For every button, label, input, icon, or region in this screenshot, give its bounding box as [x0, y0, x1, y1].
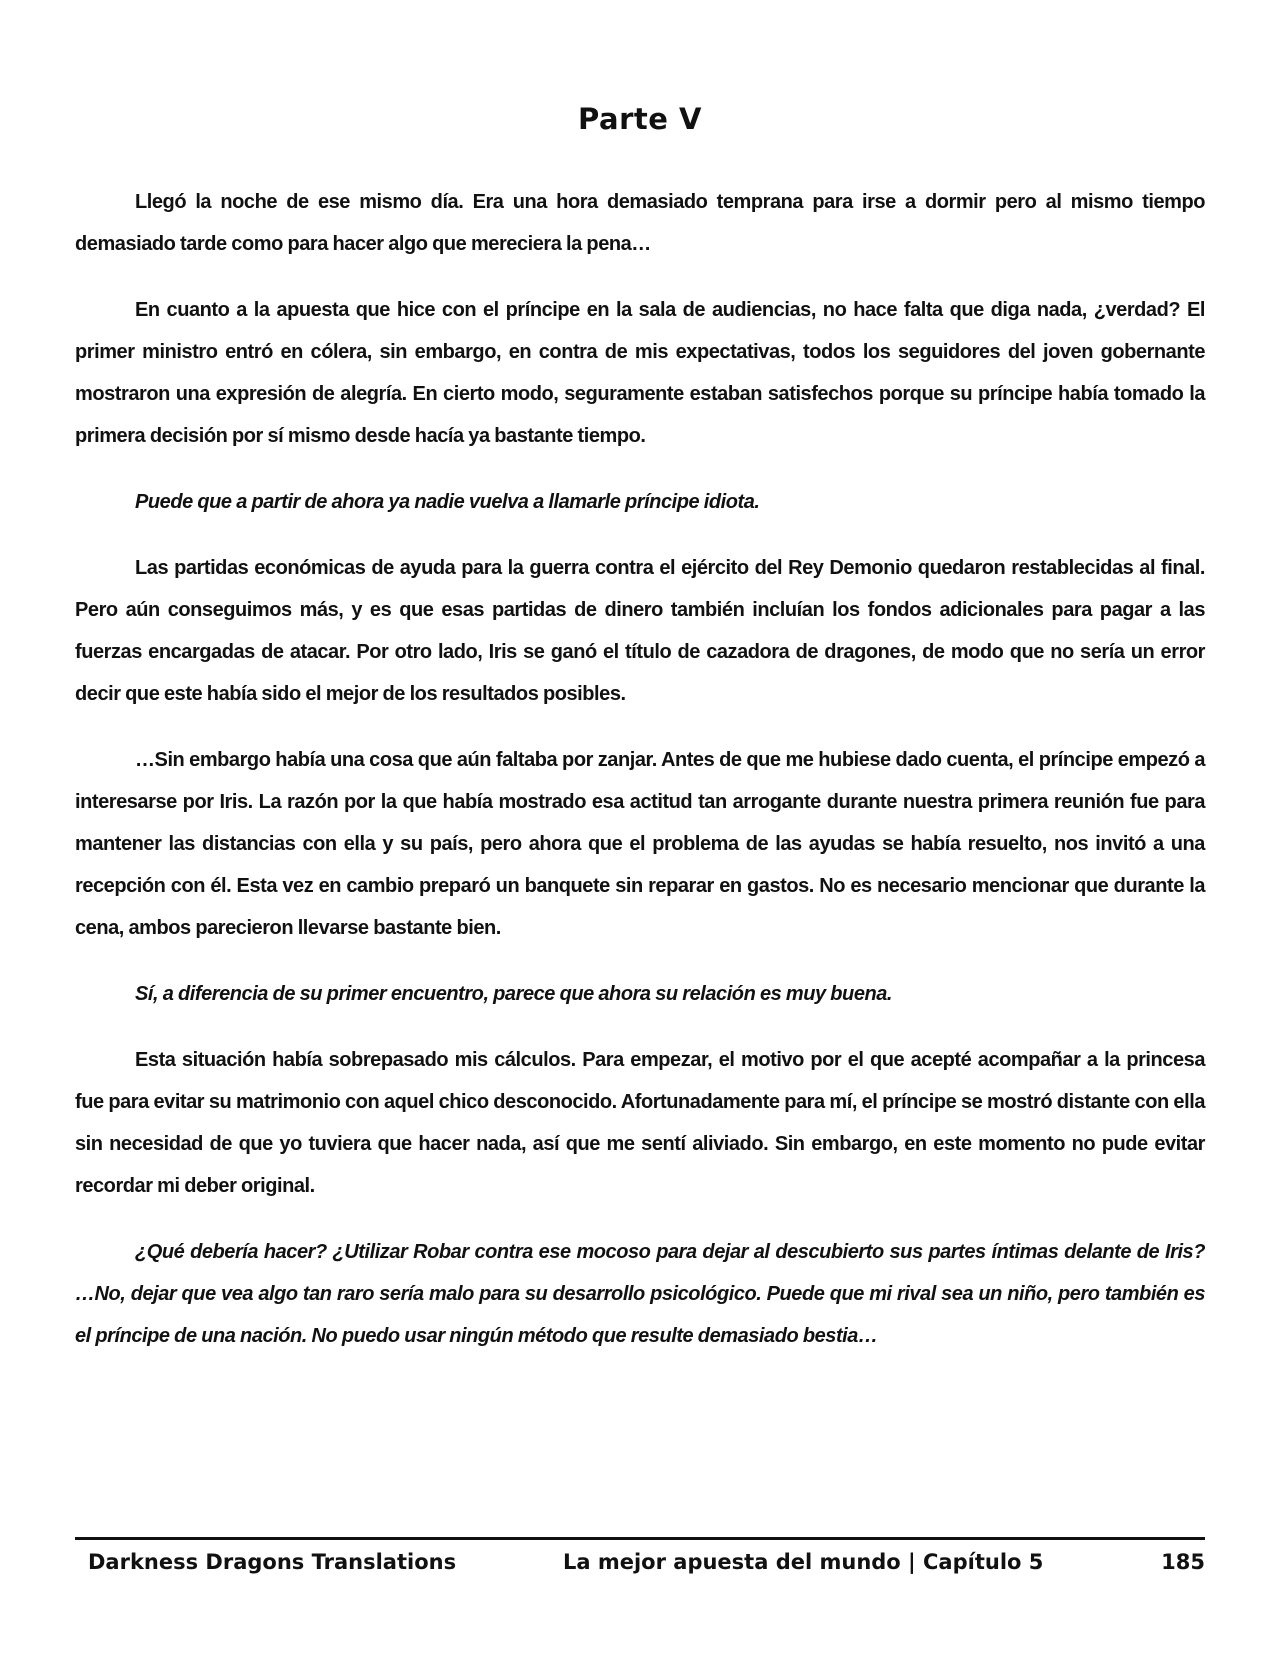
footer-book-chapter: La mejor apuesta del mundo | Capítulo 5	[563, 1550, 1044, 1574]
paragraph-8-thought: ¿Qué debería hacer? ¿Utilizar Robar contra ese mocoso para dejar al descubierto sus partes íntimas delante de Iris? …No, dejar que vea algo tan raro sería malo para su desarrollo psicológico. Puede que mi rival sea un niño, pero también es el príncipe de una nación. No puedo usar ningún método que resulte demasiado bestia…	[75, 1241, 1205, 1347]
footer-page-number: 185	[1161, 1550, 1205, 1574]
paragraph-5: …Sin embargo había una cosa que aún faltaba por zanjar. Antes de que me hubiese dado cuenta, el príncipe empezó a interesarse por Iris. La razón por la que había mostrado esa actitud tan arrogante durante nuestra primera reunión fue para mantener las distancias con ella y su país, pero ahora que el problema de las ayudas se había resuelto, nos invitó a una recepción con él. Esta vez en cambio preparó un banquete sin reparar en gastos. No es necesario mencionar que durante la cena, ambos parecieron llevarse bastante bien.	[75, 749, 1205, 939]
paragraph-1: Llegó la noche de ese mismo día. Era una hora demasiado temprana para irse a dormir pero al mismo tiempo demasiado tarde como para hacer algo que mereciera la pena…	[75, 191, 1205, 255]
paragraph-6-thought: Sí, a diferencia de su primer encuentro, parece que ahora su relación es muy buena.	[135, 983, 893, 1005]
page-footer	[75, 1550, 1205, 1580]
paragraph-4: Las partidas económicas de ayuda para la guerra contra el ejército del Rey Demonio quedaron restablecidas al final. Pero aún conseguimos más, y es que esas partidas de dinero también incluían los fondos adicionales para pagar a las fuerzas encargadas de atacar. Por otro lado, Iris se ganó el título de cazadora de dragones, de modo que no sería un error decir que este había sido el mejor de los resultados posibles.	[75, 557, 1205, 705]
paragraph-2: En cuanto a la apuesta que hice con el príncipe en la sala de audiencias, no hace falta que diga nada, ¿verdad? El primer ministro entró en cólera, sin embargo, en contra de mis expectativas, todos los seguidores del joven gobernante mostraron una expresión de alegría. En cierto modo, seguramente estaban satisfechos porque su príncipe había tomado la primera decisión por sí mismo desde hacía ya bastante tiempo.	[75, 299, 1205, 447]
paragraph-7: Esta situación había sobrepasado mis cálculos. Para empezar, el motivo por el que acepté acompañar a la princesa fue para evitar su matrimonio con aquel chico desconocido. Afortunadamente para mí, el príncipe se mostró distante con ella sin necesidad de que yo tuviera que hacer nada, así que me sentí aliviado. Sin embargo, en este momento no pude evitar recordar mi deber original.	[75, 1049, 1205, 1197]
document-page	[75, 0, 1205, 1656]
footer-divider	[75, 1537, 1205, 1540]
paragraph-3-thought: Puede que a partir de ahora ya nadie vuelva a llamarle príncipe idiota.	[135, 491, 760, 513]
body-text	[75, 181, 1205, 1381]
chapter-part-title: Parte V	[578, 102, 702, 136]
footer-translator-credit: Darkness Dragons Translations	[88, 1550, 457, 1574]
